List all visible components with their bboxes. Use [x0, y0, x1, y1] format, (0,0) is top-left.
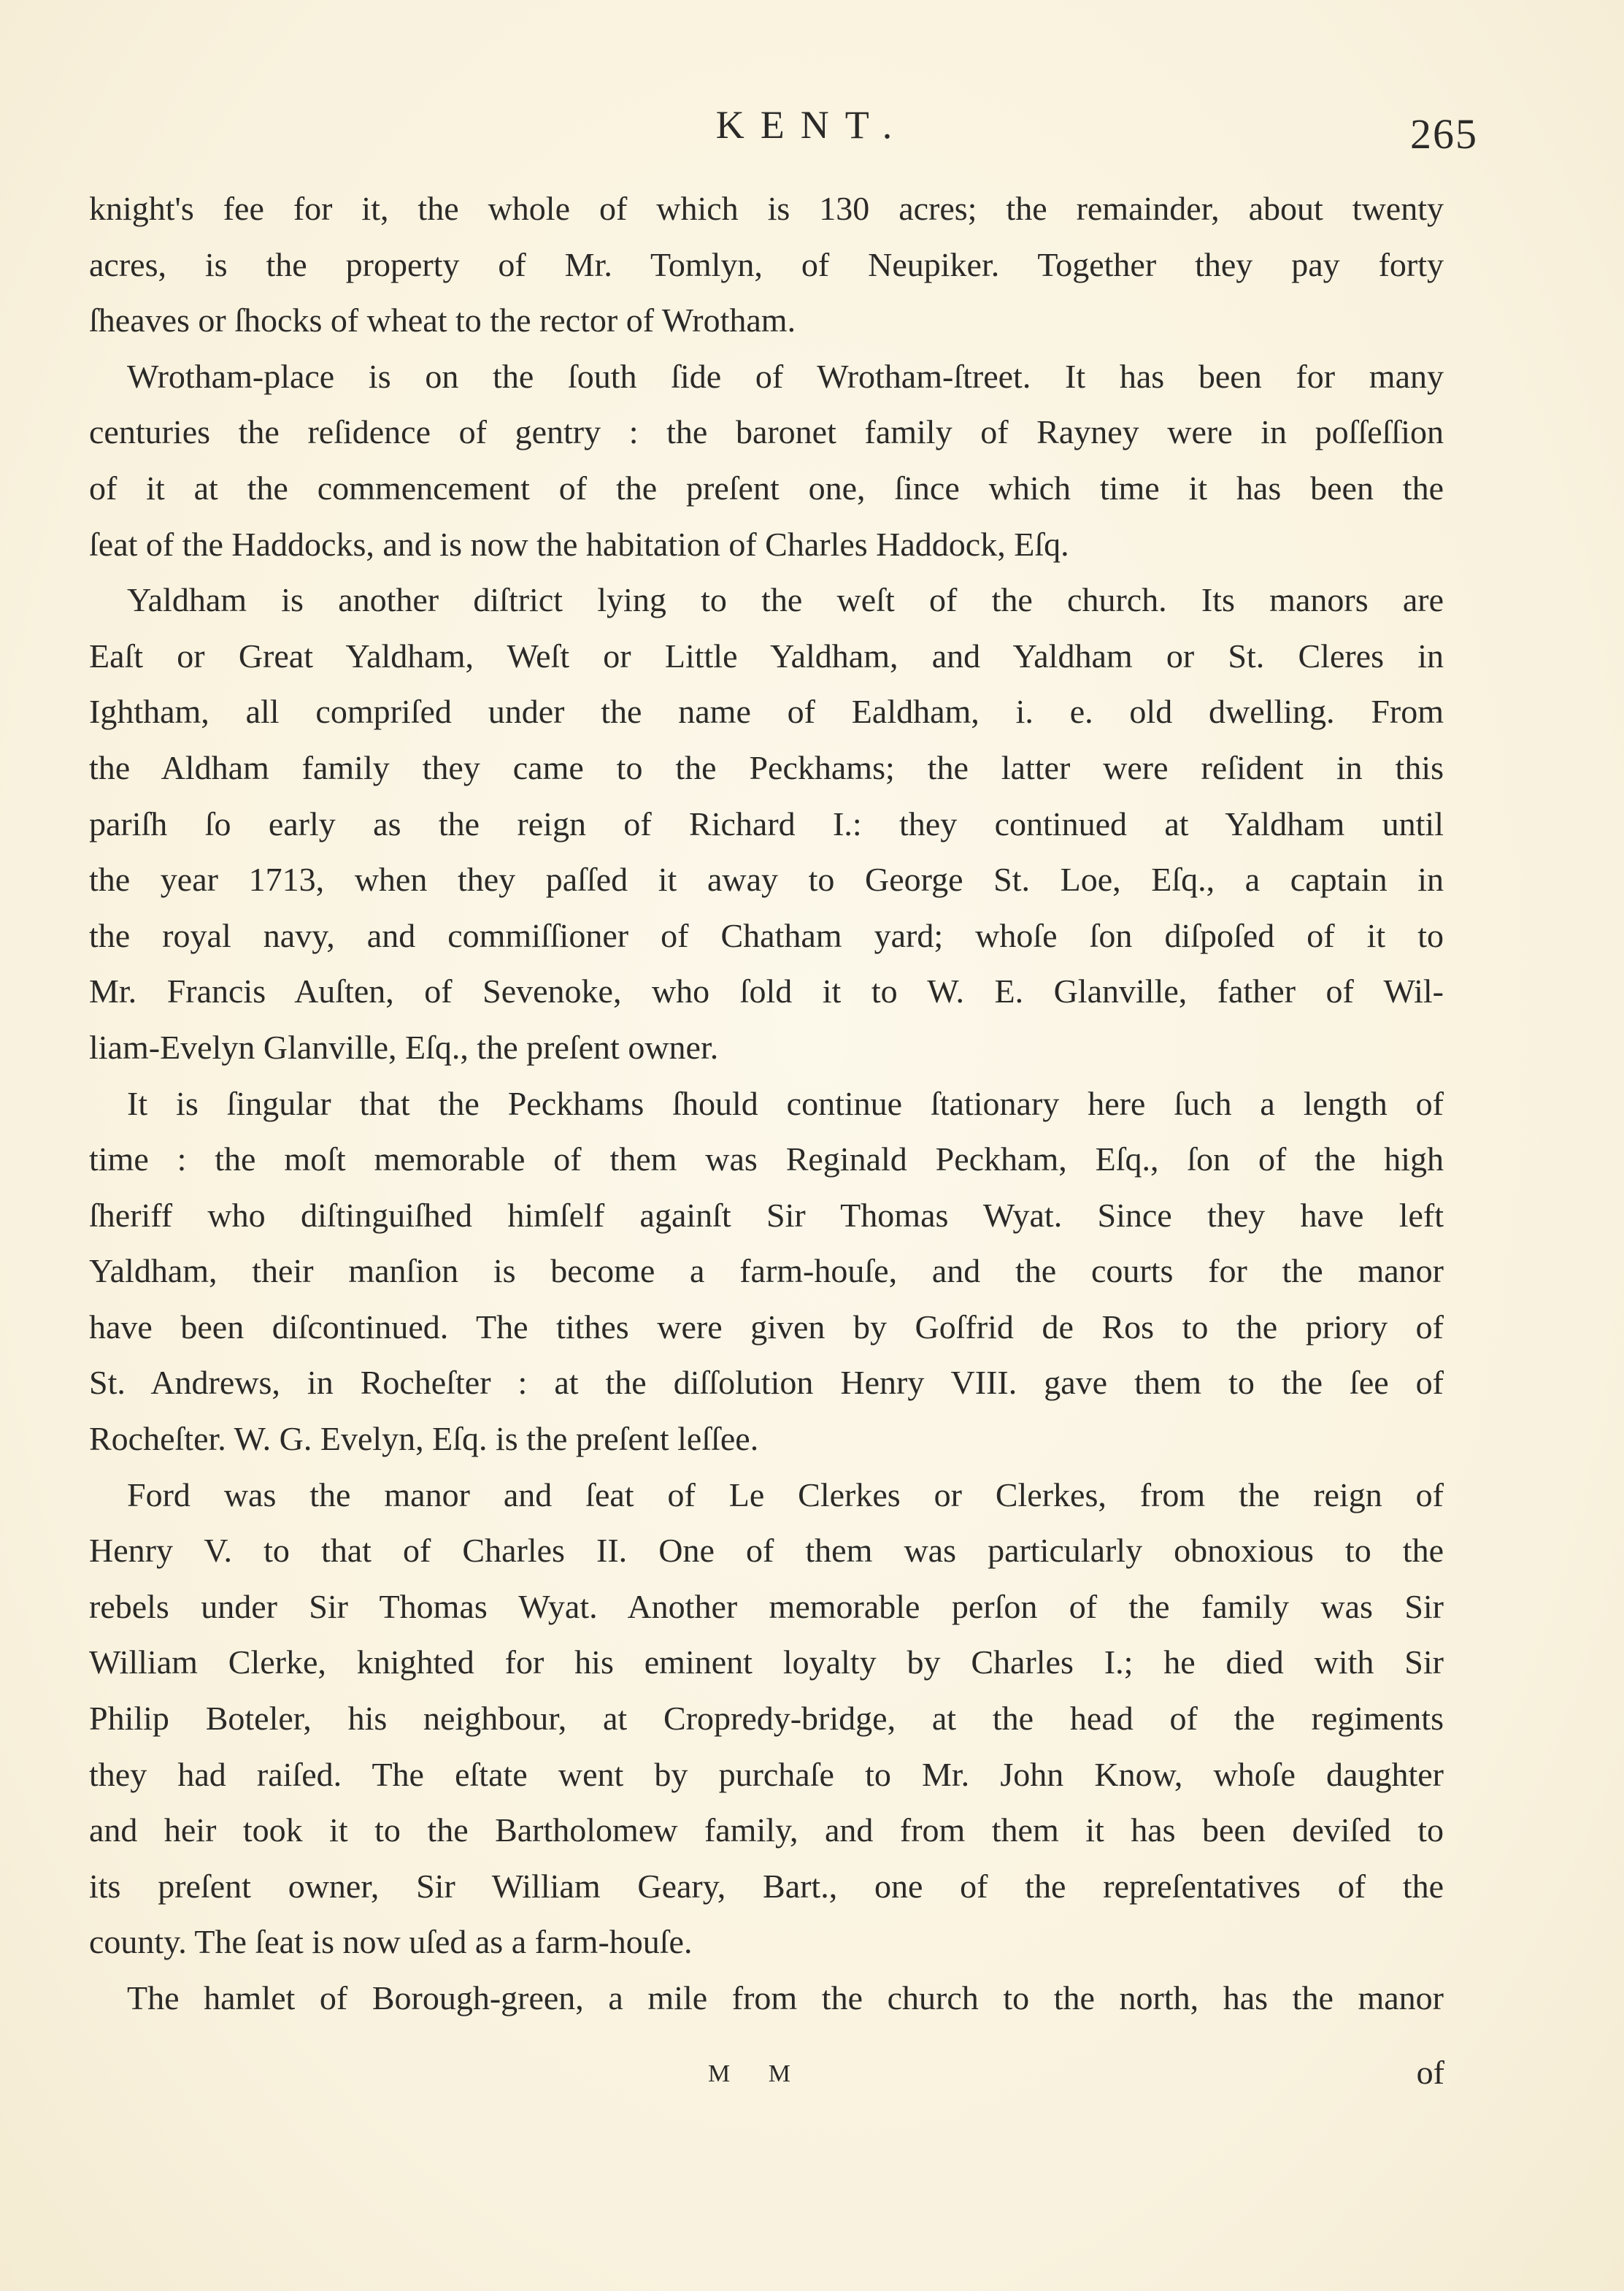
text-line: liam-Evelyn Glanville, Eſq., the preſent owner.: [89, 1028, 719, 1066]
running-head: KENT.: [715, 103, 909, 147]
text-line: Yaldham, their manſion is become a farm-houſe, and the courts for the manor: [89, 1252, 1444, 1290]
text-line: acres, is the property of Mr. Tomlyn, of Neupiker. Together they pay forty: [89, 245, 1444, 283]
text-line: and heir took it to the Bartholomew family, and from them it has been deviſed to: [89, 1811, 1444, 1849]
text-line: Eaſt or Great Yaldham, Weſt or Little Yaldham, and Yaldham or St. Cleres in: [89, 637, 1444, 675]
text-line: ſheriff who diſtinguiſhed himſelf againſt Sir Thomas Wyat. Since they have left: [89, 1196, 1444, 1234]
text-line: Yaldham is another diſtrict lying to the weſt of the church. Its manors are: [127, 581, 1444, 619]
body-text: [89, 181, 1444, 2027]
text-line: William Clerke, knighted for his eminent loyalty by Charles I.; he died with Sir: [89, 1643, 1444, 1681]
text-line: time : the moſt memorable of them was Reginald Peckham, Eſq., ſon of the high: [89, 1140, 1444, 1178]
text-line: its preſent owner, Sir William Geary, Bart., one of the repreſentatives of the: [89, 1867, 1444, 1905]
text-line: rebels under Sir Thomas Wyat. Another memorable perſon of the family was Sir: [89, 1587, 1444, 1625]
signature-mark: M M: [708, 2060, 807, 2087]
text-line: Philip Boteler, his neighbour, at Cropredy-bridge, at the head of the regiments: [89, 1700, 1444, 1738]
catchword: of: [1416, 2054, 1444, 2091]
text-line: The hamlet of Borough-green, a mile from the church to the north, has the manor: [127, 1979, 1444, 2016]
text-line: the Aldham family they came to the Peckhams; the latter were reſident in this: [89, 748, 1444, 786]
text-line: pariſh ſo early as the reign of Richard I.: they continued at Yaldham until: [89, 805, 1444, 843]
text-line: have been diſcontinued. The tithes were given by Goſfrid de Ros to the priory of: [89, 1308, 1444, 1346]
text-line: Henry V. to that of Charles II. One of them was particularly obnoxious to the: [89, 1532, 1444, 1570]
text-line: ſheaves or ſhocks of wheat to the rector of Wrotham.: [89, 302, 796, 339]
text-line: knight's fee for it, the whole of which is 130 acres; the remainder, about twenty: [89, 190, 1444, 227]
text-line: county. The ſeat is now uſed as a farm-houſe.: [89, 1923, 693, 1961]
text-line: the royal navy, and commiſſioner of Chatham yard; whoſe ſon diſpoſed of it to: [89, 916, 1444, 954]
text-line: the year 1713, when they paſſed it away to George St. Loe, Eſq., a captain in: [89, 861, 1444, 899]
text-line: Ford was the manor and ſeat of Le Clerkes or Clerkes, from the reign of: [127, 1475, 1444, 1513]
text-line: Mr. Francis Auſten, of Sevenoke, who ſold it to W. E. Glanville, father of Wil-: [89, 972, 1444, 1010]
text-line: of it at the commencement of the preſent one, ſince which time it has been the: [89, 469, 1444, 507]
text-line: they had raiſed. The eſtate went by purchaſe to Mr. John Know, whoſe daughter: [89, 1755, 1444, 1793]
text-line: St. Andrews, in Rocheſter : at the diſſolution Henry VIII. gave them to the ſee of: [89, 1364, 1444, 1402]
text-line: Ightham, all compriſed under the name of Ealdham, i. e. old dwelling. From: [89, 693, 1444, 731]
text-line: ſeat of the Haddocks, and is now the habitation of Charles Haddock, Eſq.: [89, 525, 1069, 563]
text-line: Wrotham-place is on the ſouth ſide of Wrotham-ſtreet. It has been for many: [127, 357, 1444, 395]
text-line: Rocheſter. W. G. Evelyn, Eſq. is the preſent leſſee.: [89, 1420, 759, 1458]
text-line: centuries the reſidence of gentry : the baronet family of Rayney were in poſſeſſion: [89, 413, 1444, 451]
text-line: It is ſingular that the Peckhams ſhould continue ſtationary here ſuch a length of: [127, 1084, 1444, 1122]
page-number: 265: [1410, 110, 1478, 158]
